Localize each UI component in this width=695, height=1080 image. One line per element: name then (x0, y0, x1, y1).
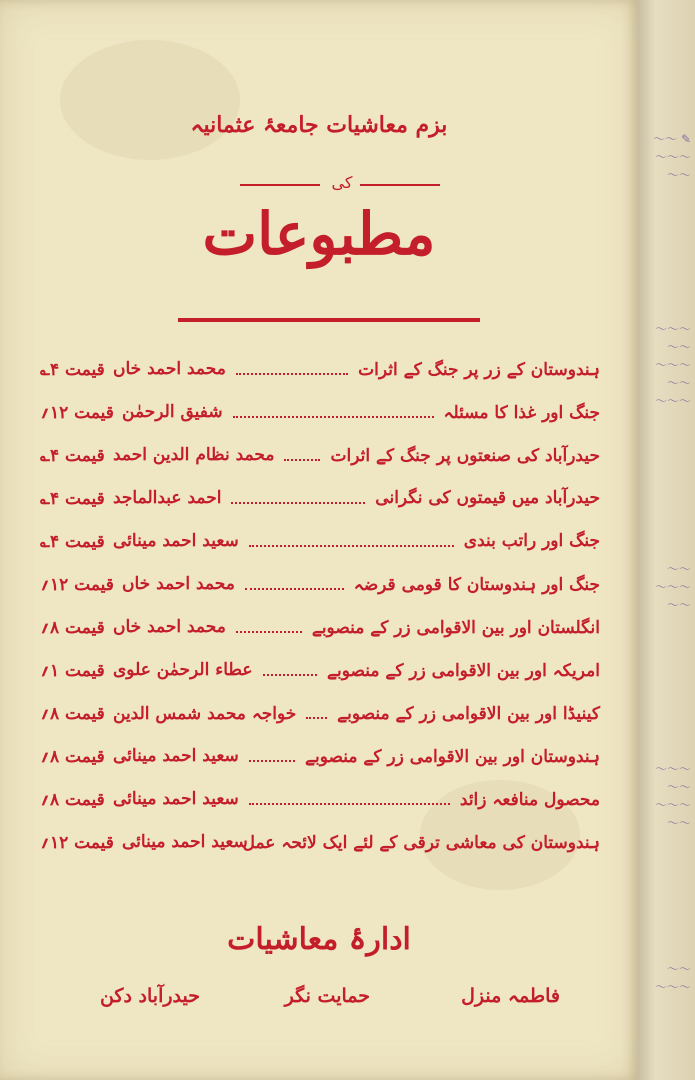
publisher-name: ادارۂ معاشیات (227, 922, 411, 957)
dotted-leader (263, 674, 317, 676)
dotted-leader (245, 588, 344, 590)
publication-entry (40, 441, 600, 475)
publication-author: سعید احمد مینائی (113, 746, 239, 766)
publication-price: قیمت ۱۲؍ (40, 403, 114, 423)
page-title: مطبوعات (202, 200, 436, 268)
publication-entry (40, 742, 600, 776)
publication-price: قیمت ۸؍ (40, 704, 105, 724)
publication-entry (40, 398, 600, 432)
publication-price: قیمت ۸؍ (40, 790, 105, 810)
publication-price: قیمت ۸؍ (40, 618, 105, 638)
publication-title: امریکہ اور بین الاقوامی زر کے منصوبے (327, 661, 600, 681)
dotted-leader (233, 416, 434, 418)
publication-price: قیمت ۴؎ (40, 532, 105, 552)
publication-author: سعید احمد مینائی (113, 531, 239, 551)
address-locality: حمایت نگر (284, 985, 370, 1007)
adjacent-page-edge (638, 0, 695, 1080)
publication-title: حیدرآباد کی صنعتوں پر جنگ کے اثرات (330, 446, 600, 466)
publication-author: سعید احمد مینائی (113, 789, 239, 809)
publication-title: جنگ اور ہندوستان کا قومی قرضہ (353, 575, 600, 595)
publication-price: قیمت ۴؎ (40, 446, 105, 466)
publication-price: قیمت ۱۲؍ (40, 575, 114, 595)
publication-author: شفیق الرحمٰن (122, 402, 223, 422)
address-city: حیدرآباد دکن (99, 985, 200, 1007)
publication-author: محمد احمد خاں (113, 359, 226, 379)
society-subtitle: بزم معاشیات جامعۂ عثمانیہ (190, 112, 448, 138)
publication-entry (40, 785, 600, 819)
publication-author: خواجہ محمد شمس الدین (113, 704, 297, 724)
title-rule (178, 318, 480, 322)
publication-author: احمد عبدالماجد (113, 488, 222, 508)
connector-line (240, 175, 440, 195)
publication-entry (40, 613, 600, 647)
publication-author: محمد احمد خاں (122, 574, 235, 594)
publication-title: جنگ اور راتب بندی (463, 531, 600, 551)
publication-title: ہندوستان اور بین الاقوامی زر کے منصوبے (305, 747, 600, 767)
publication-author: عطاء الرحمٰن علوی (113, 660, 253, 680)
publication-title: محصول منافعہ زائد (459, 790, 600, 810)
dotted-leader (306, 717, 327, 719)
dotted-leader (249, 803, 450, 805)
publication-author: محمد احمد خاں (113, 617, 226, 637)
publication-author: محمد نظام الدین احمد (113, 445, 275, 465)
publisher-address (90, 985, 560, 1025)
connector-word: کی (331, 173, 353, 192)
publication-title: کینیڈا اور بین الاقوامی زر کے منصوبے (337, 704, 600, 724)
publication-price: قیمت ۴؎ (40, 360, 105, 380)
dotted-leader (249, 760, 295, 762)
publication-title: جنگ اور غذا کا مسئلہ (443, 403, 600, 423)
publication-entry (40, 828, 600, 862)
dotted-leader (231, 502, 365, 504)
publication-title: ہندوستان کی معاشی ترقی کے لئے ایک لائحہ عمل (242, 833, 600, 853)
publication-entry (40, 656, 600, 690)
publication-entry (40, 699, 600, 733)
dotted-leader (249, 545, 454, 547)
dotted-leader (236, 631, 302, 633)
dotted-leader (236, 373, 348, 375)
publication-entry (40, 355, 600, 389)
connector-rule-left (240, 184, 320, 186)
publication-price: قیمت ۴؎ (40, 489, 105, 509)
publication-price: قیمت ۱؍ (40, 661, 105, 681)
connector-rule-right (360, 184, 440, 186)
margin-handwriting: ✎ ～～ ～～～ ～～ (653, 132, 691, 182)
dotted-leader (284, 459, 320, 461)
publication-title: حیدرآباد میں قیمتوں کی نگرانی (375, 488, 600, 508)
margin-handwriting: ～～ ～～～ (654, 962, 691, 994)
publication-price: قیمت ۸؍ (40, 747, 105, 767)
margin-handwriting: ～～～ ～～ ～～～ ～～ (654, 762, 691, 830)
publication-entry (40, 570, 600, 604)
margin-handwriting: ～～ ～～～ ～～ (654, 562, 691, 612)
publication-entry (40, 527, 600, 561)
publication-entry (40, 484, 600, 518)
publication-author: سعید احمد مینائی (122, 832, 248, 852)
margin-handwriting: ～～～ ～～ ～～～ ～～ ～～～ (654, 322, 691, 408)
publication-title: انگلستان اور بین الاقوامی زر کے منصوبے (311, 618, 600, 638)
publication-price: قیمت ۱۲؍ (40, 833, 114, 853)
publication-title: ہندوستان کے زر پر جنگ کے اثرات (358, 360, 600, 380)
address-building: فاطمہ منزل (461, 985, 560, 1007)
paper-stain (60, 40, 240, 160)
